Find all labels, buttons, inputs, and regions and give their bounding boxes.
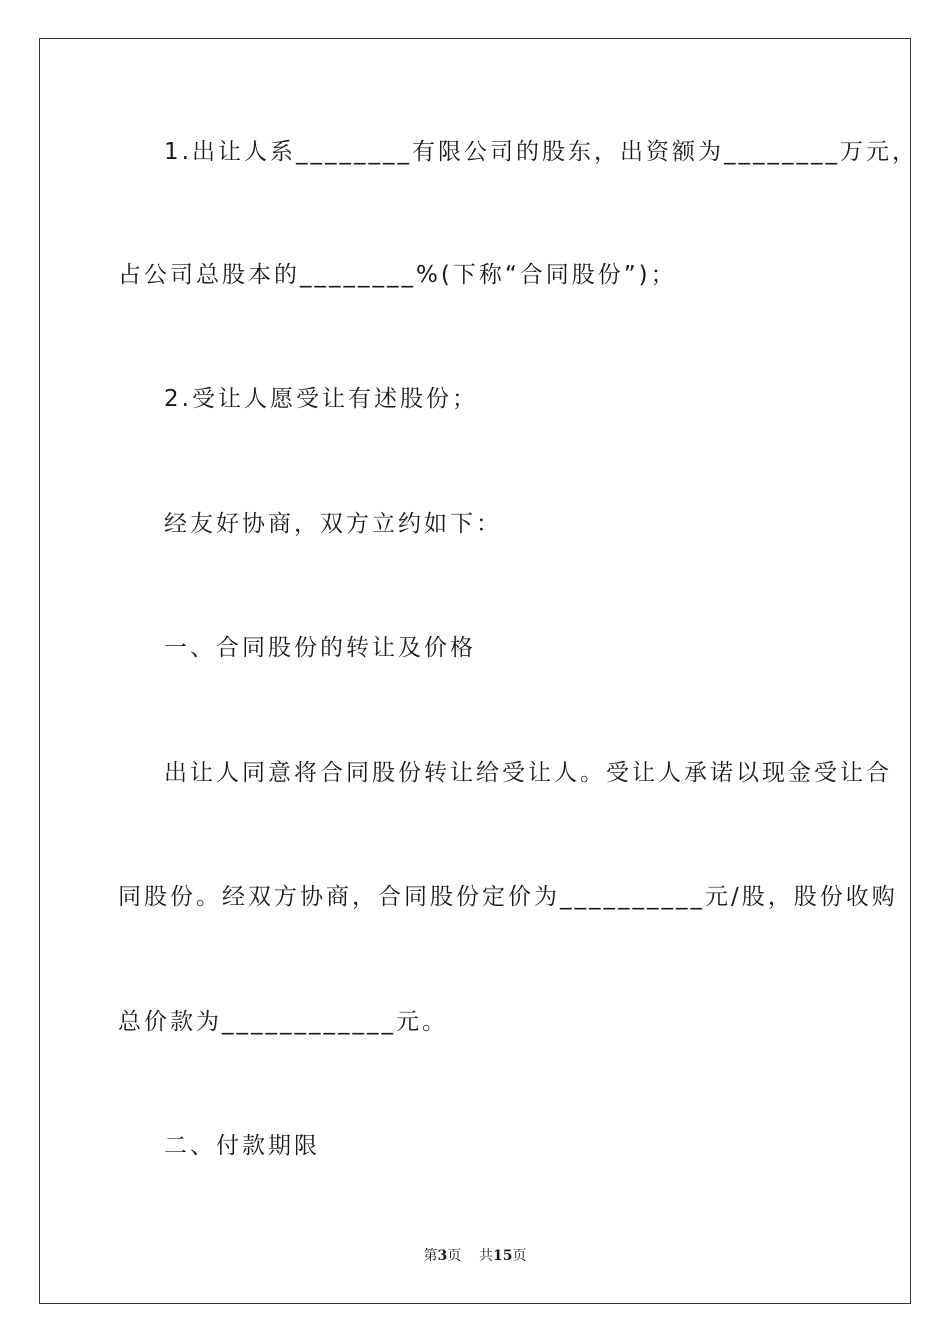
paragraph-line-1: 1.出让人系________有限公司的股东，出资额为________万元， — [164, 139, 918, 165]
section-heading-2: 二、付款期限 — [164, 1133, 320, 1159]
footer-page-number: 3 — [437, 1248, 448, 1264]
page-border — [39, 38, 918, 1304]
footer-page-prefix: 第 — [423, 1248, 438, 1264]
footer-page-suffix: 页 — [447, 1248, 462, 1264]
page-footer — [0, 1247, 950, 1265]
paragraph-line-5: 出让人同意将合同股份转让给受让人。受让人承诺以现金受让合 — [164, 760, 892, 786]
footer-total-prefix: 共 — [479, 1248, 494, 1264]
section-heading-1: 一、合同股份的转让及价格 — [164, 635, 476, 661]
footer-total-pages: 15 — [493, 1248, 513, 1264]
paragraph-line-4: 经友好协商，双方立约如下： — [164, 511, 502, 537]
footer-total-suffix: 页 — [512, 1248, 527, 1264]
paragraph-line-2: 占公司总股本的________%(下称“合同股份”)； — [118, 262, 677, 288]
paragraph-line-7: 总价款为____________元。 — [118, 1009, 448, 1035]
paragraph-line-3: 2.受让人愿受让有述股份； — [164, 386, 478, 412]
paragraph-line-6: 同股份。经双方协商，合同股份定价为__________元/股，股份收购 — [118, 884, 898, 910]
